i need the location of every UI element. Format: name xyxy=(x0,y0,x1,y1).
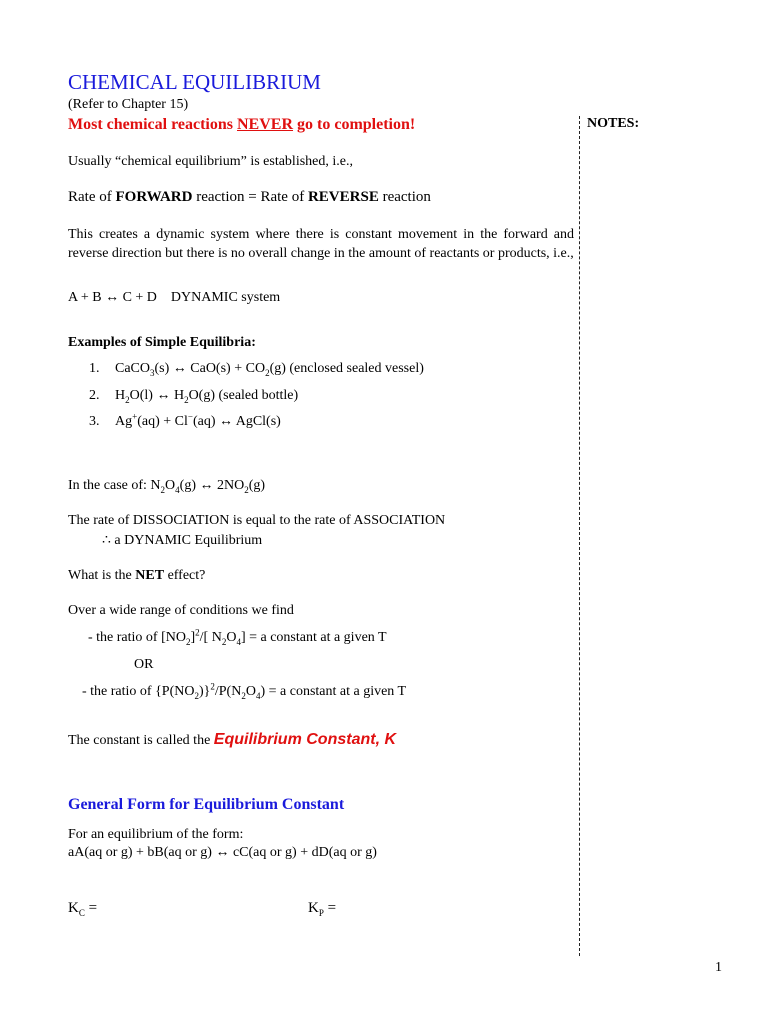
net-effect-question: What is the NET effect? xyxy=(68,568,206,583)
example-number-1: 1. xyxy=(89,361,100,376)
example-1: CaCO$_3$(s) ↔ $CaO(s) + CO_2(g)$ (enclosed sealed vessel) xyxy=(115,361,424,378)
example-2: $H_2O(l)$ ↔ $H_2O(g)$ (sealed bottle) xyxy=(115,388,299,405)
notes-label: NOTES: xyxy=(587,116,640,131)
or-label: OR xyxy=(134,657,154,672)
rate-p3: reaction xyxy=(378,189,431,205)
dynamic-paragraph: This creates a dynamic system where there is constant movement in the forward and reverse direction but there is no overall change in the amount of reactants or products, i.e., xyxy=(68,227,574,261)
usually-line: Usually “chemical equilibrium” is established, i.e., xyxy=(68,154,353,169)
rate-p2: reaction = Rate of xyxy=(192,189,308,205)
headline xyxy=(68,116,415,134)
chapter-reference: (Refer to Chapter 15) xyxy=(68,97,189,112)
ratio-concentration: - the ratio of $[NO_2]^2/$[ $N_2O_4] = a$ constant at a given T xyxy=(88,627,387,647)
rate-reverse: REVERSE xyxy=(307,189,379,205)
rate-equation xyxy=(68,189,431,206)
case-line: In the case of: $N_2O_4(g)$ ↔ $2NO_2(g)$ xyxy=(68,478,266,495)
rate-forward: FORWARD xyxy=(115,189,193,205)
abcd-equation: A + B ↔ C + D DYNAMIC system xyxy=(68,290,281,305)
page-title: CHEMICAL EQUILIBRIUM xyxy=(68,70,321,94)
headline-emphasis: NEVER xyxy=(237,116,294,133)
example-3: Ag+(aq) + Cl−(aq) ↔ AgCl(s) xyxy=(115,411,281,429)
page-number: 1 xyxy=(715,960,722,975)
headline-post: go to completion! xyxy=(293,116,416,133)
general-equation: aA(aq or g) + bB(aq or g) ↔ cC(aq or g) + dD(aq or g) xyxy=(68,845,377,860)
dissociation-line: The rate of DISSOCIATION is equal to the rate of ASSOCIATION xyxy=(68,513,446,528)
notes-divider xyxy=(579,116,580,956)
headline-pre: Most chemical reactions xyxy=(68,116,237,133)
form-intro: For an equilibrium of the form: xyxy=(68,827,244,842)
rate-p1: Rate of xyxy=(68,189,116,205)
conditions-line: Over a wide range of conditions we find xyxy=(68,603,294,618)
ratio-pressure: - the ratio of $\{P(NO_2)\}^2/P(N_2O_4) = a$ constant at a given T xyxy=(82,681,407,701)
example-number-3: 3. xyxy=(89,414,100,429)
therefore-line: ∴ a DYNAMIC Equilibrium xyxy=(102,533,263,548)
kc-expression: $K_C$ = xyxy=(68,900,98,918)
example-number-2: 2. xyxy=(89,388,100,403)
constant-line: The constant is called the Equilibrium Constant, K xyxy=(68,731,397,748)
equilibrium-constant-term: Equilibrium Constant, K xyxy=(213,731,397,748)
kp-expression: $K_P$ = xyxy=(308,900,337,918)
general-form-heading: General Form for Equilibrium Constant xyxy=(68,796,345,813)
examples-heading: Examples of Simple Equilibria: xyxy=(68,335,256,350)
